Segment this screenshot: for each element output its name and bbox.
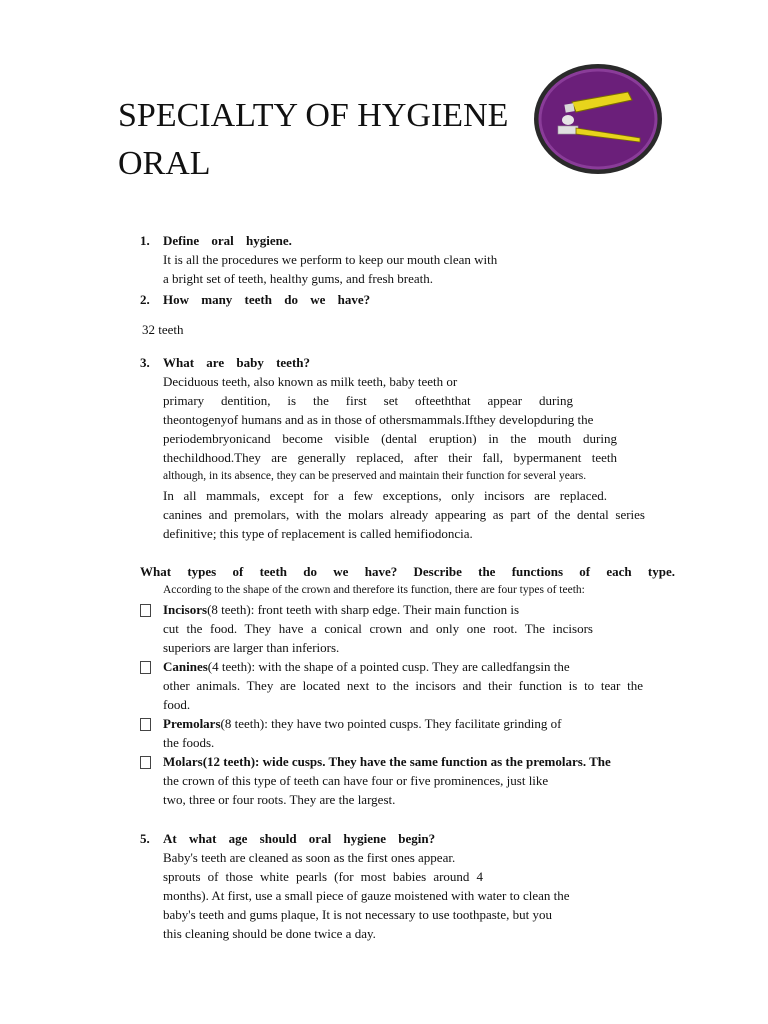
molars-first-line: Molars(12 teeth): wide cusps. They have the same function as the premolars. The — [163, 754, 611, 769]
premolars-desc: (8 teeth): they have two pointed cusps. They facilitate grinding of — [220, 716, 562, 731]
q3-line-5: thechildhood.They are generally replaced, after their fall, bypermanent teeth — [163, 450, 617, 465]
q1-number: 1. — [140, 233, 150, 248]
q2-answer: 32 teeth — [142, 322, 184, 337]
q3-line-8: canines and premolars, with the molars already appearing as part of the dental series — [163, 507, 645, 522]
incisors-desc: (8 teeth): front teeth with sharp edge. Their main function is — [207, 602, 520, 617]
q5-line-4: baby's teeth and gums plaque, It is not necessary to use toothpaste, but you — [163, 907, 553, 922]
molars-line-3: two, three or four roots. They are the largest. — [163, 792, 396, 807]
q4-question: What types of teeth do we have? Describe the functions of each type. — [140, 564, 675, 579]
q3-line-9: definitive; this type of replacement is called hemifiodoncia. — [163, 526, 473, 541]
incisors-first-line — [163, 600, 519, 619]
q5-line-5: this cleaning should be done twice a day. — [163, 926, 376, 941]
canines-first-line — [163, 657, 570, 676]
molars-line-2: the crown of this type of teeth can have four or five prominences, just like — [163, 773, 549, 788]
q3-line-7: In all mammals, except for a few exceptions, only incisors are replaced. — [163, 488, 607, 503]
q3-line-6: although, in its absence, they can be preserved and maintain their function for several years. — [163, 470, 587, 482]
q4-intro: According to the shape of the crown and therefore its function, there are four types of teeth: — [163, 584, 585, 596]
q3-line-4: periodembryonicand become visible (dental eruption) in the mouth during — [163, 431, 617, 446]
title-line-1: SPECIALTY OF HYGIENE — [118, 97, 509, 134]
document-title — [118, 92, 508, 188]
toothbrush-badge-icon — [532, 62, 664, 176]
q3-line-3: theontogenyof humans and as in those of othersmammals.Ifthey developduring the — [163, 412, 594, 427]
title-line-2: ORAL — [118, 145, 211, 182]
q1-line-1: It is all the procedures we perform to keep our mouth clean with — [163, 252, 498, 267]
premolars-bullet-icon — [140, 714, 154, 733]
canines-line-3: food. — [163, 697, 191, 712]
canines-bullet-icon — [140, 657, 154, 676]
premolars-first-line — [163, 714, 561, 733]
q3-number: 3. — [140, 355, 150, 370]
q5-line-3: months). At first, use a small piece of gauze moistened with water to clean the — [163, 888, 570, 903]
q2-number: 2. — [140, 292, 150, 307]
q5-line-2: sprouts of those white pearls (for most babies around 4 — [163, 869, 483, 884]
q1-question: Define oral hygiene. — [163, 233, 292, 248]
premolars-name: Premolars — [163, 716, 221, 731]
canines-name: Canines — [163, 659, 208, 674]
incisors-line-3: superiors are larger than inferiors. — [163, 640, 340, 655]
q3-line-1: Deciduous teeth, also known as milk teeth, baby teeth or — [163, 374, 458, 389]
q5-number: 5. — [140, 831, 150, 846]
incisors-bullet-icon — [140, 600, 154, 619]
molars-bullet-icon — [140, 752, 154, 771]
q3-question: What are baby teeth? — [163, 355, 311, 370]
canines-desc: (4 teeth): with the shape of a pointed cusp. They are calledfangsin the — [207, 659, 570, 674]
q3-line-2: primary dentition, is the first set ofteeththat appear during — [163, 393, 573, 408]
q2-question: How many teeth do we have? — [163, 292, 371, 307]
incisors-line-2: cut the food. They have a conical crown and only one root. The incisors — [163, 621, 593, 636]
q5-line-1: Baby's teeth are cleaned as soon as the first ones appear. — [163, 850, 456, 865]
canines-line-2: other animals. They are located next to the incisors and their function is to tear the — [163, 678, 643, 693]
q5-question: At what age should oral hygiene begin? — [163, 831, 436, 846]
q1-line-2: a bright set of teeth, healthy gums, and fresh breath. — [163, 271, 434, 286]
incisors-name: Incisors — [163, 602, 208, 617]
premolars-line-2: the foods. — [163, 735, 215, 750]
